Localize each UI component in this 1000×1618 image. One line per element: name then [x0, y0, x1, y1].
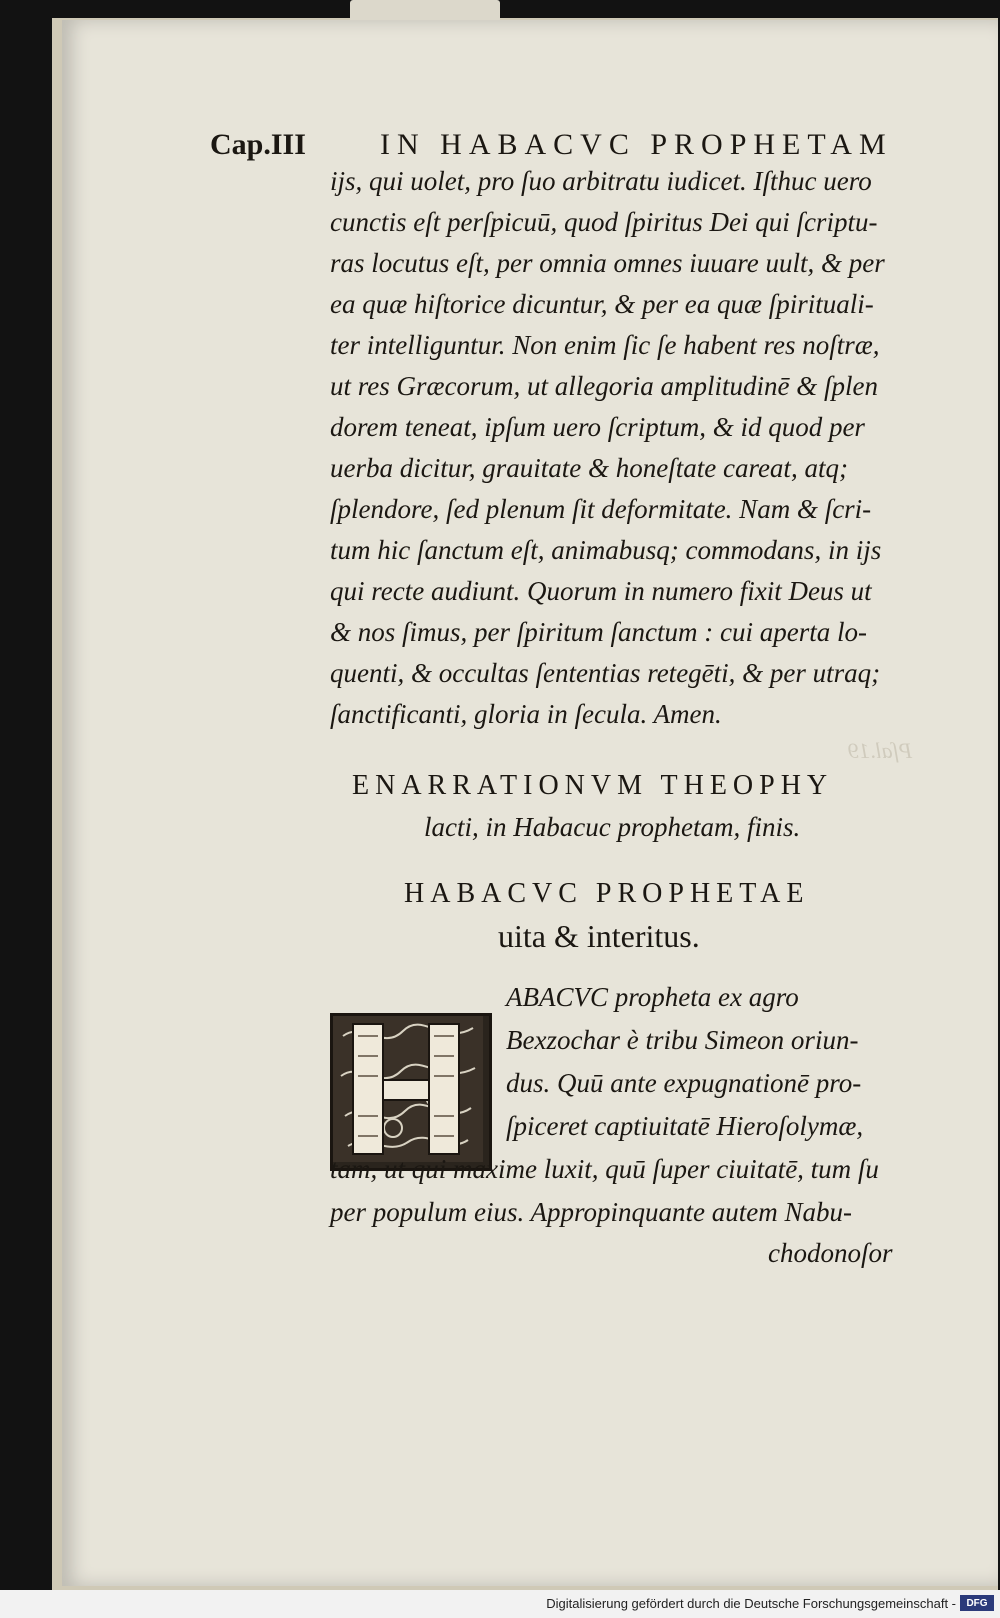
body-line: ras locutus eſt, per omnia omnes iuuare uult, & per — [330, 248, 885, 278]
body-line: ea quæ hiſtorice dicuntur, & per ea quæ ſpirituali- — [330, 289, 874, 319]
body-line: uerba dicitur, grauitate & honeſtate careat, atq; — [330, 453, 848, 483]
body-line: tum hic ſanctum eſt, animabusq; commodans, in ijs — [330, 535, 882, 565]
dfg-logo — [960, 1595, 994, 1611]
body-line: dorem teneat, ipſum uero ſcriptum, & id quod per — [330, 412, 865, 442]
section-line: ABACVC propheta ex agro — [506, 982, 799, 1012]
catchword: chodonoſor — [768, 1238, 893, 1268]
body-line: ut res Græcorum, ut allegoria amplitudinē & ſplen — [330, 371, 878, 401]
margin-bleed-through: Pſal.19 — [848, 738, 913, 763]
body-line: ſplendore, ſed plenum ſit deformitate. Nam & ſcri- — [330, 494, 872, 524]
section-line: ſpiceret captiuitatē Hieroſolymæ, — [506, 1111, 864, 1141]
section-line: Bexzochar è tribu Simeon oriun- — [506, 1025, 859, 1055]
chapter-label: Cap.III — [210, 128, 306, 161]
decorated-initial-h — [330, 1013, 492, 1171]
section-line: per populum eius. Appropinquante autem Nabu- — [330, 1197, 852, 1227]
section-title-caps: HABACVC PROPHETAE — [404, 878, 810, 909]
body-line: ijs, qui uolet, pro ſuo arbitratu iudicet. Iſthuc uero — [330, 166, 872, 196]
digitization-note: Digitalisierung gefördert durch die Deutsche Forschungsgemeinschaft - — [546, 1596, 956, 1611]
colophon-italic: lacti, in Habacuc prophetam, finis. — [424, 812, 801, 842]
body-line: ter intelliguntur. Non enim ſic ſe habent res noſtræ, — [330, 330, 880, 360]
body-line: qui recte audiunt. Quorum in numero fixit Deus ut — [330, 576, 872, 606]
section-title-lower: uita & interitus. — [498, 918, 700, 954]
body-line: & nos ſimus, per ſpiritum ſanctum : cui aperta lo- — [330, 617, 867, 647]
colophon-caps: ENARRATIONVM THEOPHY — [352, 770, 834, 801]
section-line: tam, ut qui maxime luxit, quū ſuper ciuitatē, tum ſu — [330, 1154, 879, 1184]
body-line: cunctis eſt perſpicuū, quod ſpiritus Dei qui ſcriptu- — [330, 207, 878, 237]
dfg-logo-text: DFG — [966, 1597, 988, 1609]
section-line: dus. Quū ante expugnationē pro- — [506, 1068, 862, 1098]
running-head: IN HABACVC PROPHETAM — [380, 128, 893, 161]
body-line: quenti, & occultas ſententias retegēti, & per utraq; — [330, 658, 881, 688]
body-line: ſanctificanti, gloria in ſecula. Amen. — [330, 699, 722, 729]
